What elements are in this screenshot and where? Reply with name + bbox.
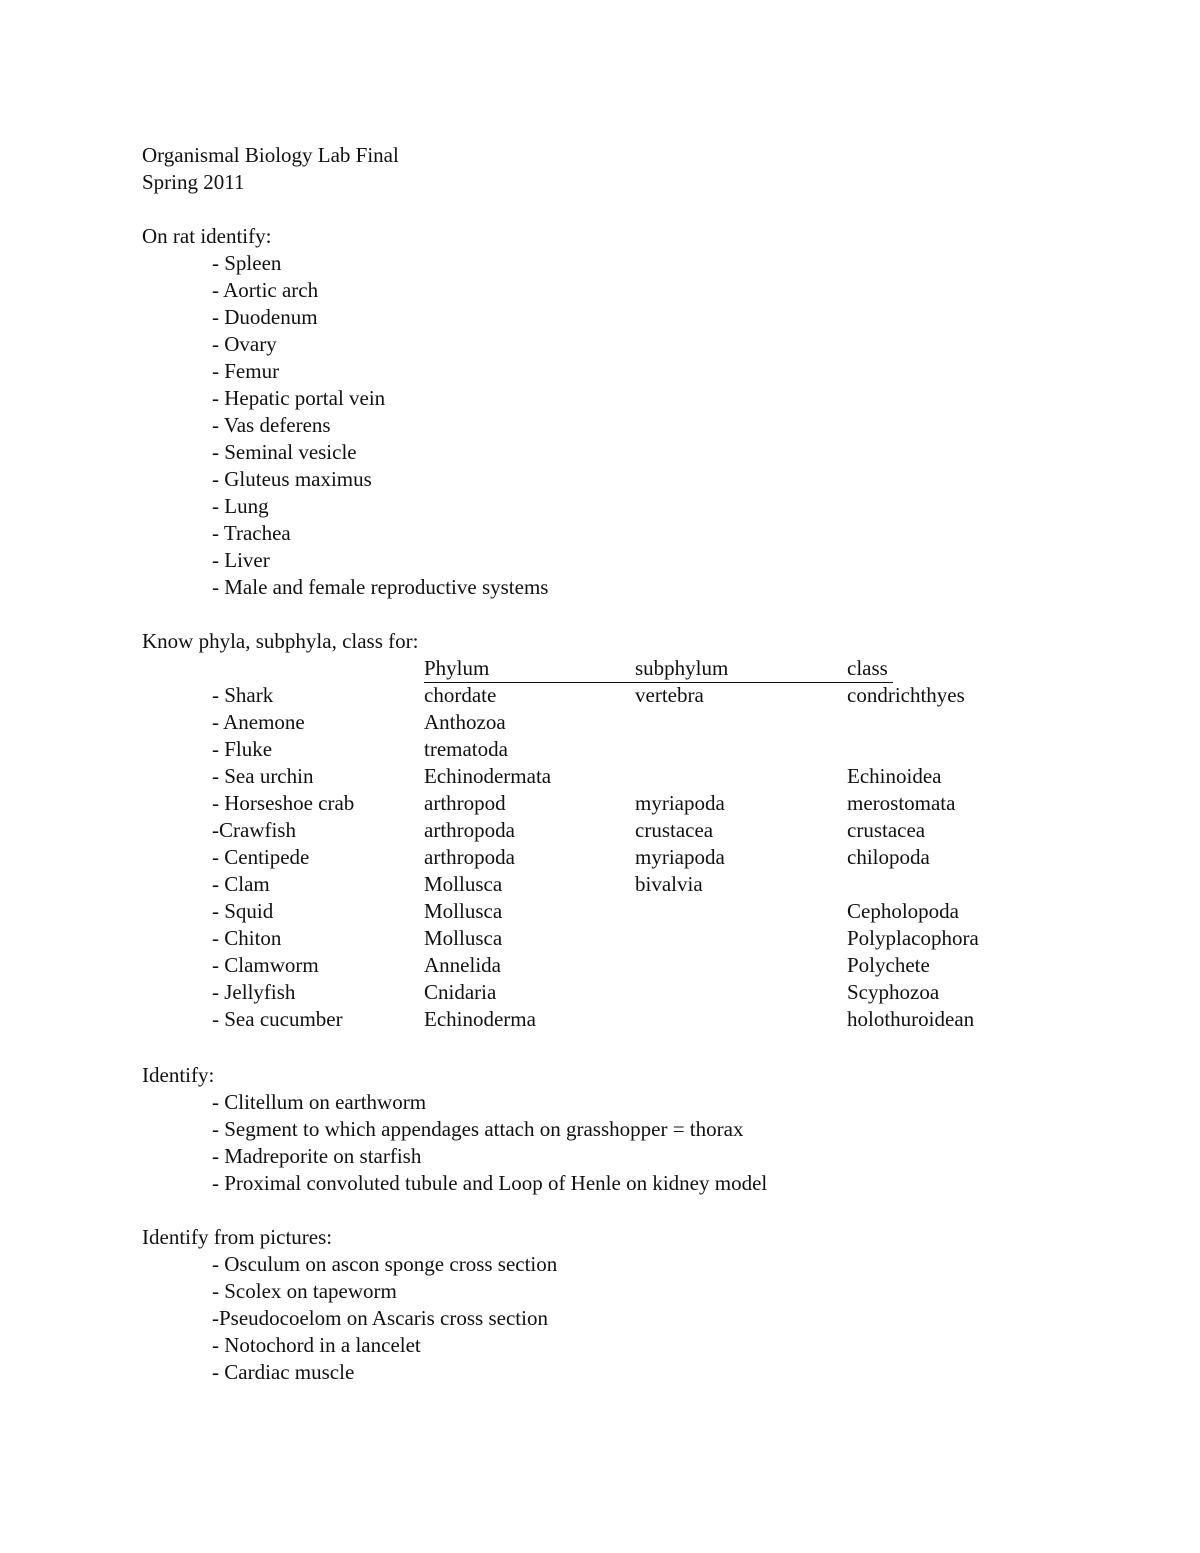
- document-title: Organismal Biology Lab Final: [142, 143, 399, 167]
- class-cell: Polyplacophora: [847, 926, 979, 950]
- subphylum-cell: vertebra: [635, 683, 704, 707]
- phylum-cell: arthropoda: [424, 845, 515, 869]
- document-header: [142, 142, 399, 196]
- table-row: [142, 736, 1042, 763]
- list-item: - Cardiac muscle: [212, 1360, 355, 1384]
- list-item: - Liver: [212, 548, 270, 572]
- list-item: -Pseudocoelom on Ascaris cross section: [212, 1306, 548, 1330]
- phylum-cell: Anthozoa: [424, 710, 506, 734]
- class-cell: crustacea: [847, 818, 926, 842]
- table-row: [142, 817, 1042, 844]
- table-row: [142, 682, 1042, 709]
- list-item: - Proximal convoluted tubule and Loop of Henle on kidney model: [212, 1171, 768, 1195]
- subphylum-cell: crustacea: [635, 818, 714, 842]
- list-item: - Madreporite on starfish: [212, 1144, 422, 1168]
- organism-cell: - Clamworm: [212, 953, 319, 977]
- organism-cell: - Chiton: [212, 926, 282, 950]
- table-row: [142, 871, 1042, 898]
- organism-cell: - Shark: [212, 683, 274, 707]
- table-row: [142, 709, 1042, 736]
- list-item: - Femur: [212, 359, 280, 383]
- column-header-class: class: [847, 656, 888, 680]
- list-item: - Notochord in a lancelet: [212, 1333, 421, 1357]
- list-item: - Trachea: [212, 521, 291, 545]
- column-header-phylum: Phylum: [424, 656, 490, 680]
- table-row: [142, 925, 1042, 952]
- list-item: - Segment to which appendages attach on grasshopper = thorax: [212, 1117, 744, 1141]
- list-item: - Aortic arch: [212, 278, 319, 302]
- phyla-section: [142, 628, 1042, 1033]
- table-row: [142, 790, 1042, 817]
- pictures-section: [142, 1224, 557, 1386]
- table-row: [142, 979, 1042, 1006]
- table-row: [142, 844, 1042, 871]
- organism-cell: - Sea urchin: [212, 764, 314, 788]
- rat-list: [142, 250, 548, 601]
- column-header-subphylum: subphylum: [635, 656, 729, 680]
- table-row: [142, 898, 1042, 925]
- phylum-cell: arthropod: [424, 791, 506, 815]
- rat-heading: On rat identify:: [142, 224, 272, 248]
- phylum-cell: Echinoderma: [424, 1007, 536, 1031]
- class-cell: Echinoidea: [847, 764, 942, 788]
- phylum-cell: Cnidaria: [424, 980, 497, 1004]
- list-item: - Vas deferens: [212, 413, 331, 437]
- list-item: - Hepatic portal vein: [212, 386, 386, 410]
- list-item: - Osculum on ascon sponge cross section: [212, 1252, 558, 1276]
- identify-heading: Identify:: [142, 1063, 215, 1087]
- phylum-cell: Mollusca: [424, 899, 503, 923]
- list-item: - Ovary: [212, 332, 277, 356]
- organism-cell: -Crawfish: [212, 818, 296, 842]
- list-item: - Spleen: [212, 251, 282, 275]
- pictures-list: [142, 1251, 557, 1386]
- subphylum-cell: myriapoda: [635, 845, 725, 869]
- pictures-heading: Identify from pictures:: [142, 1225, 333, 1249]
- subphylum-cell: myriapoda: [635, 791, 725, 815]
- phylum-cell: Mollusca: [424, 926, 503, 950]
- phyla-heading: Know phyla, subphyla, class for:: [142, 629, 419, 653]
- table-header: [142, 655, 1042, 682]
- list-item: - Lung: [212, 494, 269, 518]
- class-cell: merostomata: [847, 791, 956, 815]
- table-row: [142, 1006, 1042, 1033]
- table-row: [142, 952, 1042, 979]
- phylum-cell: trematoda: [424, 737, 508, 761]
- class-cell: condrichthyes: [847, 683, 965, 707]
- subphylum-cell: bivalvia: [635, 872, 703, 896]
- organism-cell: - Squid: [212, 899, 274, 923]
- organism-cell: - Centipede: [212, 845, 310, 869]
- organism-cell: - Clam: [212, 872, 270, 896]
- class-cell: chilopoda: [847, 845, 930, 869]
- organism-cell: - Anemone: [212, 710, 305, 734]
- phylum-cell: Annelida: [424, 953, 501, 977]
- organism-cell: - Jellyfish: [212, 980, 296, 1004]
- phylum-cell: Echinodermata: [424, 764, 552, 788]
- document-term: Spring 2011: [142, 170, 245, 194]
- phylum-cell: chordate: [424, 683, 497, 707]
- identify-section: [142, 1062, 767, 1197]
- list-item: - Duodenum: [212, 305, 318, 329]
- rat-section: [142, 223, 548, 601]
- class-cell: Polychete: [847, 953, 930, 977]
- phylum-cell: arthropoda: [424, 818, 515, 842]
- class-cell: holothuroidean: [847, 1007, 975, 1031]
- list-item: - Seminal vesicle: [212, 440, 357, 464]
- organism-cell: - Sea cucumber: [212, 1007, 343, 1031]
- list-item: - Gluteus maximus: [212, 467, 372, 491]
- list-item: - Clitellum on earthworm: [212, 1090, 427, 1114]
- organism-cell: - Fluke: [212, 737, 273, 761]
- class-cell: Scyphozoa: [847, 980, 940, 1004]
- phyla-table-body: [142, 682, 1042, 1033]
- class-cell: Cepholopoda: [847, 899, 959, 923]
- list-item: - Male and female reproductive systems: [212, 575, 549, 599]
- table-row: [142, 763, 1042, 790]
- list-item: - Scolex on tapeworm: [212, 1279, 397, 1303]
- phylum-cell: Mollusca: [424, 872, 503, 896]
- organism-cell: - Horseshoe crab: [212, 791, 355, 815]
- identify-list: [142, 1089, 767, 1197]
